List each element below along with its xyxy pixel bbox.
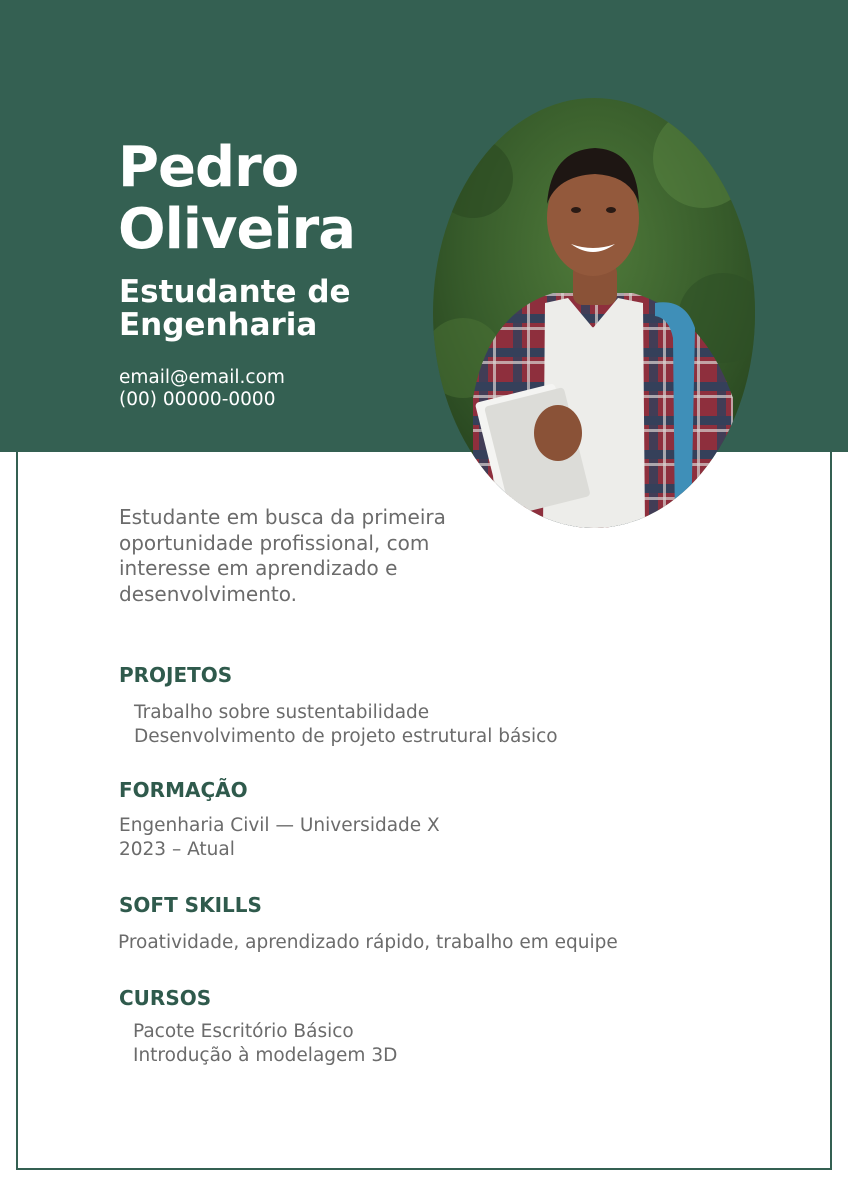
cursos-list: [133, 1020, 397, 1068]
profile-photo: [433, 98, 755, 528]
section-title-projetos: PROJETOS: [119, 663, 233, 687]
list-item: Desenvolvimento de projeto estrutural básico: [134, 726, 558, 747]
list-item: Introdução à modelagem 3D: [133, 1045, 398, 1066]
soft-skills-text: [118, 931, 618, 955]
candidate-name: Pedro Oliveira: [118, 135, 356, 262]
list-item: Trabalho sobre sustentabilidade: [134, 702, 430, 723]
candidate-role: Estudante de Engenharia: [119, 274, 351, 343]
contact-info: [119, 367, 285, 411]
list-item: Pacote Escritório Básico: [133, 1021, 354, 1042]
formacao-course: Engenharia Civil — Universidade X: [119, 815, 440, 836]
phone-text: (00) 00000-0000: [119, 389, 276, 410]
formacao-details: [119, 814, 440, 862]
section-title-soft-skills: SOFT SKILLS: [119, 893, 262, 917]
profile-summary: Estudante em busca da primeira oportunidade profissional, com interesse em aprendizado e desenvolvimento.: [119, 505, 446, 606]
section-title-cursos: CURSOS: [119, 986, 212, 1010]
section-title-formacao: FORMAÇÃO: [119, 778, 248, 802]
projetos-list: [134, 701, 558, 749]
formacao-period: 2023 – Atual: [119, 839, 235, 860]
soft-skills-line: Proatividade, aprendizado rápido, trabalho em equipe: [118, 932, 618, 953]
email-text: email@email.com: [119, 367, 285, 388]
